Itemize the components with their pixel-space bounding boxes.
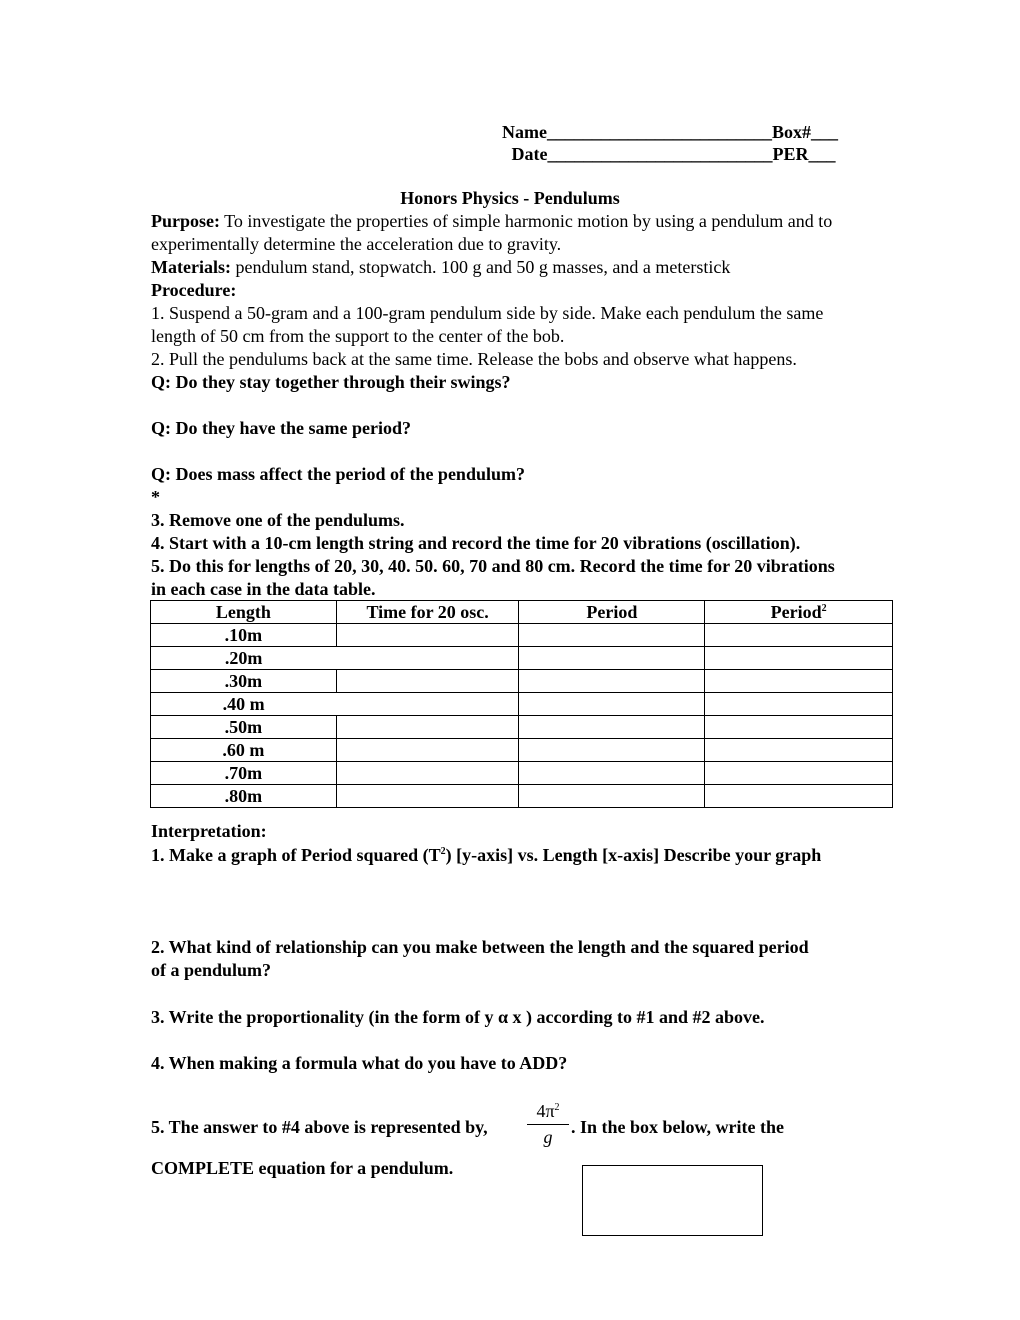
- time-cell[interactable]: [336, 716, 519, 739]
- step-2: 2. Pull the pendulums back at the same time. Release the bobs and observe what happens.: [151, 349, 797, 369]
- interp-q1-a: 1. Make a graph of Period squared (T: [151, 845, 441, 865]
- length-cell: .40 m: [151, 693, 337, 716]
- interp-q1-sup: 2: [440, 846, 446, 857]
- length-cell: .20m: [151, 647, 337, 670]
- asterisk: *: [151, 487, 160, 507]
- time-cell[interactable]: [336, 785, 519, 808]
- materials-label: Materials:: [151, 257, 231, 277]
- step-1b: length of 50 cm from the support to the center of the bob.: [151, 326, 565, 346]
- period-cell[interactable]: [519, 785, 705, 808]
- time-cell[interactable]: [336, 670, 519, 693]
- table-row: [151, 716, 893, 739]
- purpose-line-2: experimentally determine the acceleration due to gravity.: [151, 234, 562, 254]
- interp-q5b: . In the box below, write the: [571, 1117, 784, 1137]
- time-cell[interactable]: [336, 762, 519, 785]
- four-pi-squared-over-g-fraction: [527, 1100, 569, 1147]
- interpretation-label: Interpretation:: [151, 821, 267, 841]
- materials-text: pendulum stand, stopwatch. 100 g and 50 g masses, and a meterstick: [230, 257, 731, 277]
- table-row: [151, 624, 893, 647]
- length-cell: .50m: [151, 716, 337, 739]
- length-cell: .80m: [151, 785, 337, 808]
- purpose-label: Purpose:: [151, 211, 220, 231]
- step-4: 4. Start with a 10-cm length string and record the time for 20 vibrations (oscillation).: [151, 533, 801, 553]
- period-cell[interactable]: [519, 670, 705, 693]
- fraction-bar: [527, 1124, 569, 1125]
- header-time: Time for 20 osc.: [336, 601, 519, 624]
- step-5b: in each case in the data table.: [151, 579, 376, 599]
- time-cell[interactable]: [336, 624, 519, 647]
- period-squared-cell[interactable]: [705, 693, 893, 716]
- page-title: Honors Physics - Pendulums: [400, 188, 620, 208]
- materials-line: [151, 256, 730, 278]
- table-row: [151, 693, 893, 716]
- step-1a: 1. Suspend a 50-gram and a 100-gram pendulum side by side. Make each pendulum the same: [151, 303, 824, 323]
- period-squared-cell[interactable]: [705, 647, 893, 670]
- question-3: Q: Does mass affect the period of the pendulum?: [151, 464, 525, 484]
- period-cell[interactable]: [519, 693, 705, 716]
- date-field-line[interactable]: Date_________________________PER___: [507, 144, 836, 164]
- interp-q2b: of a pendulum?: [151, 960, 272, 980]
- period-cell[interactable]: [519, 762, 705, 785]
- interp-q4: 4. When making a formula what do you have to ADD?: [151, 1053, 568, 1073]
- period-squared-cell[interactable]: [705, 762, 893, 785]
- header-period: Period: [519, 601, 705, 624]
- period-squared-cell[interactable]: [705, 716, 893, 739]
- interp-q3: 3. Write the proportionality (in the form of y α x ) according to #1 and #2 above.: [151, 1007, 765, 1027]
- interp-q1-b: ) [y-axis] vs. Length [x-axis] Describe your graph: [445, 845, 822, 865]
- table-row: [151, 670, 893, 693]
- fraction-numerator: 4π: [536, 1101, 555, 1121]
- table-row: [151, 762, 893, 785]
- header-sup: 2: [821, 603, 827, 614]
- period-squared-cell[interactable]: [705, 739, 893, 762]
- period-squared-cell[interactable]: [705, 785, 893, 808]
- length-cell: .70m: [151, 762, 337, 785]
- equation-answer-box[interactable]: [582, 1165, 763, 1236]
- data-table: [150, 600, 893, 808]
- length-cell: .30m: [151, 670, 337, 693]
- fraction-denominator: g: [543, 1127, 553, 1147]
- header-period-squared-text: Period: [770, 602, 822, 622]
- period-cell[interactable]: [519, 739, 705, 762]
- period-cell[interactable]: [519, 716, 705, 739]
- header-period-squared: [705, 601, 893, 624]
- step-5a: 5. Do this for lengths of 20, 30, 40. 50. 60, 70 and 80 cm. Record the time for 20 vibrations: [151, 556, 835, 576]
- interp-q1: [151, 844, 821, 866]
- procedure-label: Procedure:: [151, 280, 237, 300]
- length-cell: .10m: [151, 624, 337, 647]
- interp-q2a: 2. What kind of relationship can you make between the length and the squared period: [151, 937, 809, 957]
- period-squared-cell[interactable]: [705, 670, 893, 693]
- header-length: Length: [151, 601, 337, 624]
- time-cell[interactable]: [336, 693, 519, 716]
- time-cell[interactable]: [336, 647, 519, 670]
- fraction-sup: 2: [554, 1102, 560, 1113]
- interp-q5a: 5. The answer to #4 above is represented by,: [151, 1117, 488, 1137]
- question-1: Q: Do they stay together through their swings?: [151, 372, 511, 392]
- purpose-text: To investigate the properties of simple harmonic motion by using a pendulum and to: [220, 211, 833, 231]
- period-squared-cell[interactable]: [705, 624, 893, 647]
- length-cell: .60 m: [151, 739, 337, 762]
- step-3: 3. Remove one of the pendulums.: [151, 510, 405, 530]
- time-cell[interactable]: [336, 739, 519, 762]
- table-row: [151, 647, 893, 670]
- purpose-line-1: [151, 210, 832, 232]
- question-2: Q: Do they have the same period?: [151, 418, 411, 438]
- table-row: [151, 785, 893, 808]
- period-cell[interactable]: [519, 647, 705, 670]
- name-field-line[interactable]: Name_________________________Box#___: [502, 122, 838, 142]
- interp-q5c: COMPLETE equation for a pendulum.: [151, 1158, 454, 1178]
- period-cell[interactable]: [519, 624, 705, 647]
- table-row: [151, 739, 893, 762]
- table-header-row: [151, 601, 893, 624]
